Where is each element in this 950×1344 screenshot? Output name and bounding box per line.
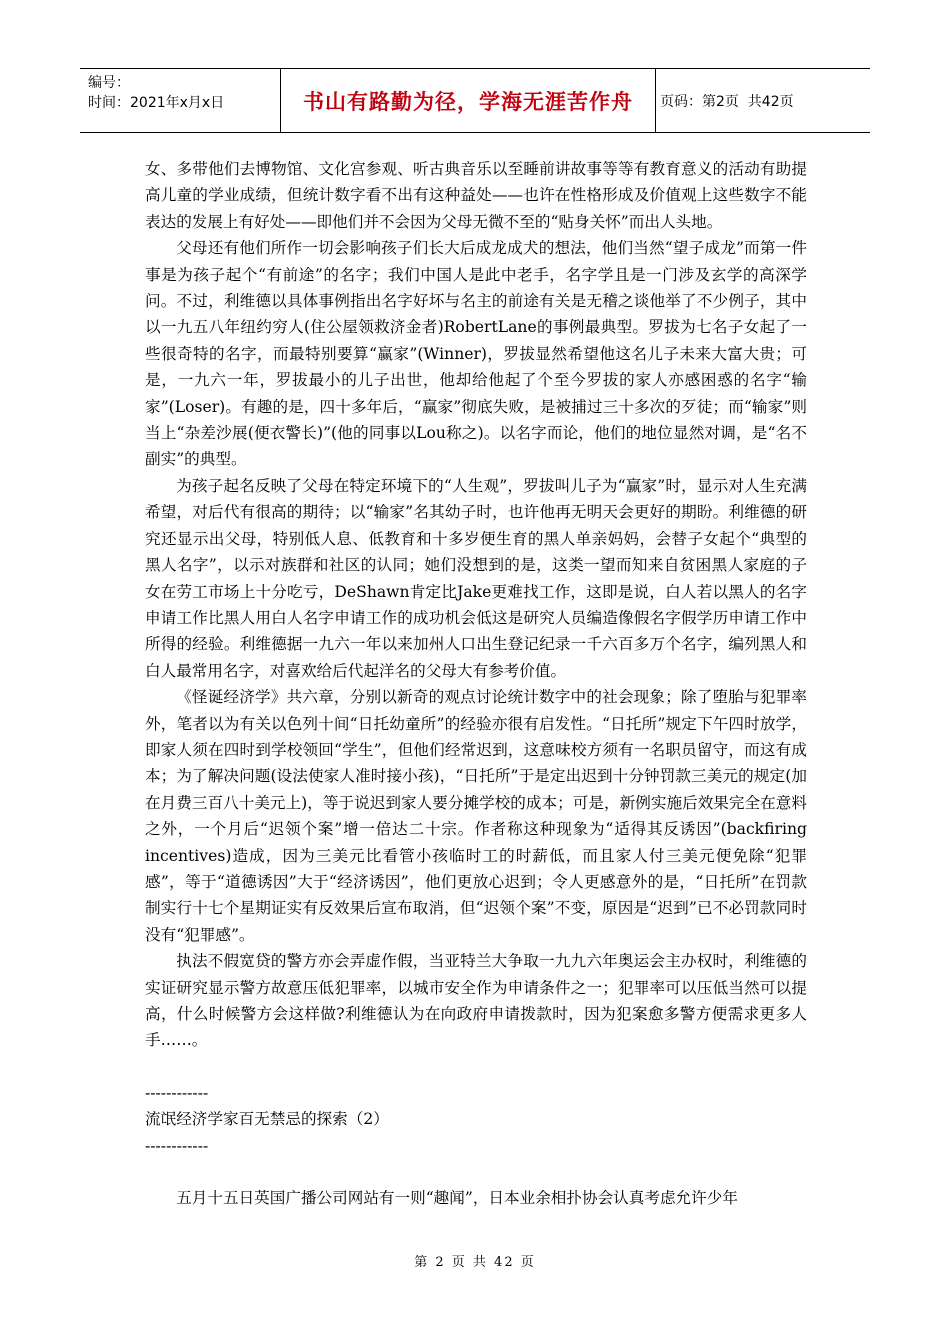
header-page-info xyxy=(660,69,794,132)
body-paragraph-6: 五月十五日英国广播公司网站有一则“趣闻”，日本业余相扑协会认真考虑允许少年 xyxy=(176,1189,738,1208)
body-paragraph-1: 女、多带他们去博物馆、文化宫参观、听古典音乐以至睡前讲故事等等有教育意义的活动有助提高儿童的学业成绩，但统计数字看不出有这种益处——也许在性格形成及价值观上这些数字不能表达的发展上有好处——即他们并不会因为父母无微不至的“贴身关怀”而出人头地。 xyxy=(145,160,807,231)
body-paragraph-5: 执法不假宽贷的警方亦会弄虚作假，当亚特兰大争取一九九六年奥运会主办权时，利维德的实证研究显示警方故意压低犯罪率，以城市安全作为申请条件之一；犯罪率可以压低当然可以提高，什么时候警方会这样做?利维德认为在向政府申请拨款时，因为犯案愈多警方便需求更多人手……。 xyxy=(145,952,807,1050)
spacer xyxy=(145,1159,807,1185)
body-paragraph-4: 《怪诞经济学》共六章，分别以新奇的观点讨论统计数字中的社会现象；除了堕胎与犯罪率外，笔者以为有关以色列十间“日托幼童所”的经验亦很有启发性。“日托所”规定下午四时放学，即家人须在四时到学校领回“学生”，但他们经常迟到，这意味校方须有一名职员留守，而这有成本；为了解决问题(设法使家人准时接小孩)，“日托所”于是定出迟到十分钟罚款三美元的规定(加在月费三百八十美元上)，等于说迟到家人要分摊学校的成本；可是，新例实施后效果完全在意料之外，一个月后“迟领个案”增一倍达二十宗。作者称这种现象为“适得其反诱因”(backfiring incentives)造成，因为三美元比看管小孩临时工的时薪低，而且家人付三美元便免除“犯罪感”，等于“道德诱因”大于“经济诱因”，他们更放心迟到；令人更感意外的是，“日托所”在罚款制实行十七个星期证实有反效果后宣布取消，但“迟领个案”不变，原因是“迟到”已不必罚款同时没有“犯罪感”。 xyxy=(145,688,807,944)
separator-bottom: ------------ xyxy=(145,1136,209,1155)
separator-top: ------------ xyxy=(145,1083,209,1102)
section-title: 流氓经济学家百无禁忌的探索（2） xyxy=(145,1110,389,1129)
body-paragraph-2: 父母还有他们所作一切会影响孩子们长大后成龙成犬的想法，他们当然“望子成龙”而第一件事是为孩子起个“有前途”的名字；我们中国人是此中老手，名字学且是一门涉及玄学的高深学问。不过，利维德以具体事例指出名字好坏与名主的前途有关是无稽之谈他举了不少例子，其中以一九五八年纽约穷人(住公屋领救济金者)RobertLane的事例最典型。罗拔为七名子女起了一些很奇特的名字，而最特别要算“赢家”(Winner)，罗拔显然希望他这名儿子未来大富大贵；可是，一九六一年，罗拔最小的儿子出世，他却给他起了个至今罗拔的家人亦感困惑的名字“输家”(Loser)。有趣的是，四十多年后，“赢家”彻底失败，是被捕过三十多次的歹徒；而“输家”则当上“杂差沙展(便衣警长)”(他的同事以Lou称之)。以名字而论，他们的地位显然对调，是“名不副实”的典型。 xyxy=(145,239,807,469)
page-header xyxy=(80,68,870,133)
body-paragraph-3: 为孩子起名反映了父母在特定环境下的“人生观”，罗拔叫儿子为“赢家”时，显示对人生充满希望，对后代有很高的期待；以“输家”名其幼子时，也许他再无明天会更好的期盼。利维德的研究还显示出父母，特别低人息、低教育和十多岁便生育的黑人单亲妈妈，会替子女起个“典型的黑人名字”，以示对族群和社区的认同；她们没想到的是，这类一望而知来自贫困黑人家庭的子女在劳工市场上十分吃亏，DeShawn肯定比Jake更难找工作，这即是说，白人若以黑人的名字申请工作比黑人用白人名字申请工作的成功机会低这是研究人员编造像假名字假学历申请工作中所得的经验。利维德据一九六一年以来加州人口出生登记纪录一千六百多万个名字，编列黑人和白人最常用名字，对喜欢给后代起洋名的父母大有参考价值。 xyxy=(145,476,807,680)
spacer xyxy=(145,1054,807,1080)
document-body xyxy=(145,156,807,1211)
header-divider-right xyxy=(655,69,656,132)
document-number-label: 编号： xyxy=(88,75,130,91)
document-date: 时间：2021年x月x日 xyxy=(88,95,225,111)
header-divider-left xyxy=(280,69,281,132)
header-page-info-text: 页码：第2页 共42页 xyxy=(660,93,794,110)
page-footer: 第 2 页 共 42 页 xyxy=(414,1255,536,1270)
header-motto: 书山有路勤为径，学海无涯苦作舟 xyxy=(303,89,633,114)
header-meta xyxy=(88,73,224,113)
